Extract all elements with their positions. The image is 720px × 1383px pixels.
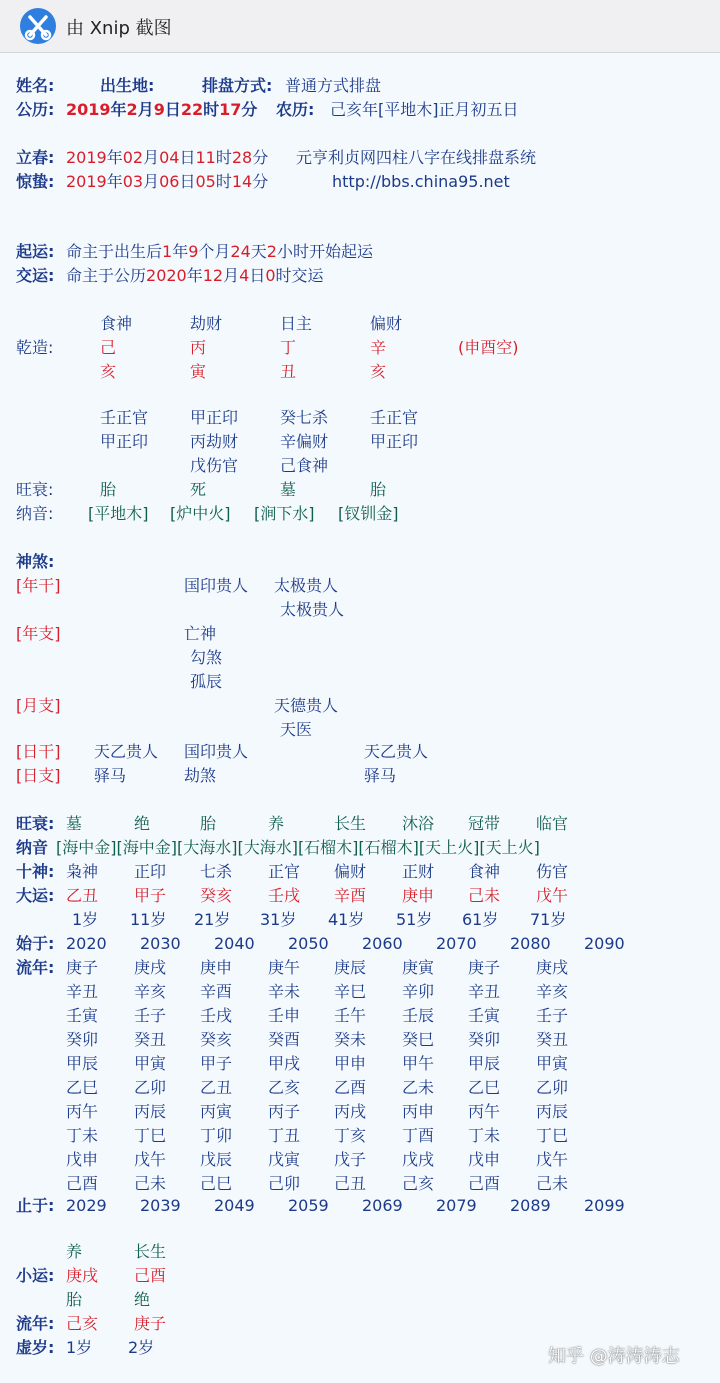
site-url: http://bbs.china95.net bbox=[332, 172, 510, 191]
number-value: 24 bbox=[230, 242, 251, 261]
hidden-stem: 甲正印 bbox=[100, 432, 149, 451]
pillar-nayin: [炉中火] bbox=[170, 504, 231, 523]
dayun-start-year: 2050 bbox=[288, 934, 329, 953]
liunian-pillar: 庚戌 bbox=[134, 958, 167, 977]
window-title: 由 Xnip 截图 bbox=[66, 18, 172, 39]
shensha-item: 太极贵人 bbox=[274, 576, 339, 595]
number-value: 2019 bbox=[66, 172, 107, 191]
dayun-nayin: [海中金][海中金][大海水][大海水][石榴木][石榴木][天上火][天上火] bbox=[56, 838, 540, 857]
dayun-wangshuai: 临官 bbox=[536, 814, 569, 833]
number-value: 06 bbox=[159, 172, 180, 191]
liunian-pillar: 戊申 bbox=[468, 1150, 501, 1169]
liunian-pillar: 癸巳 bbox=[402, 1030, 435, 1049]
dayun-shishen-label: 十神: bbox=[16, 862, 55, 881]
liunian-pillar: 戊午 bbox=[536, 1150, 569, 1169]
dayun-wangshuai: 沐浴 bbox=[402, 814, 435, 833]
liunian-pillar: 丙辰 bbox=[536, 1102, 569, 1121]
shensha-row-label: [年干] bbox=[16, 576, 61, 595]
unit-text: 天 bbox=[250, 242, 267, 261]
shensha-item: 天乙贵人 bbox=[94, 742, 159, 761]
unit-text: 时 bbox=[215, 148, 232, 167]
dayun-pillar: 壬戌 bbox=[268, 886, 301, 905]
dayun-wangshuai: 长生 bbox=[334, 814, 367, 833]
number-value: 04 bbox=[159, 148, 180, 167]
earthly-branch: 亥 bbox=[100, 362, 117, 381]
pillar-wangshuai: 胎 bbox=[100, 480, 117, 499]
unit-text: 年 bbox=[172, 242, 189, 261]
jiaoyun-text bbox=[66, 266, 324, 286]
jiaoyun-label: 交运: bbox=[16, 266, 55, 285]
liunian-pillar: 丁未 bbox=[66, 1126, 99, 1145]
lunar-label: 农历: bbox=[276, 100, 315, 119]
liunian-pillar: 甲申 bbox=[334, 1054, 367, 1073]
liunian-pillar: 丙辰 bbox=[134, 1102, 167, 1121]
kong-wang: (申酉空) bbox=[458, 338, 519, 357]
birthplace-label: 出生地: bbox=[100, 76, 155, 95]
dayun-start-year: 2090 bbox=[584, 934, 625, 953]
shensha-row-label: [年支] bbox=[16, 624, 61, 643]
solar-date bbox=[66, 100, 257, 120]
hidden-stem: 己食神 bbox=[280, 456, 329, 475]
heavenly-stem: 丙 bbox=[190, 338, 207, 357]
liunian-pillar: 乙亥 bbox=[268, 1078, 301, 1097]
watermark: 知乎 @涛涛涛志 bbox=[548, 1346, 680, 1367]
liunian-pillar: 乙巳 bbox=[66, 1078, 99, 1097]
unit-text: 日 bbox=[164, 100, 181, 119]
liunian-pillar: 戊寅 bbox=[268, 1150, 301, 1169]
xiaoyun-wangshuai-bottom: 绝 bbox=[134, 1290, 151, 1309]
dayun-age: 71岁 bbox=[530, 910, 567, 929]
dayun-end-year: 2069 bbox=[362, 1196, 403, 1215]
dayun-end-year: 2079 bbox=[436, 1196, 477, 1215]
hidden-stem: 癸七杀 bbox=[280, 408, 329, 427]
shensha-row-label: [日干] bbox=[16, 742, 61, 761]
liunian-pillar: 甲子 bbox=[200, 1054, 233, 1073]
number-value: 2 bbox=[126, 100, 138, 119]
unit-text: 小时开始起运 bbox=[276, 242, 373, 261]
shensha-item: 太极贵人 bbox=[280, 600, 345, 619]
liunian-pillar: 己未 bbox=[134, 1174, 167, 1193]
number-value: 22 bbox=[180, 100, 204, 119]
liunian-pillar: 甲辰 bbox=[468, 1054, 501, 1073]
shensha-item: 劫煞 bbox=[184, 766, 217, 785]
hidden-stem: 甲正印 bbox=[190, 408, 239, 427]
dayun-age: 11岁 bbox=[130, 910, 167, 929]
number-value: 14 bbox=[231, 172, 253, 191]
unit-text: 年 bbox=[106, 148, 123, 167]
xiaoyun-wangshuai-bottom: 胎 bbox=[66, 1290, 83, 1309]
number-value: 02 bbox=[122, 148, 144, 167]
dayun-age: 51岁 bbox=[396, 910, 433, 929]
unit-text: 年 bbox=[186, 266, 203, 285]
lunar-value: 己亥年[平地木]正月初五日 bbox=[330, 100, 519, 119]
unit-text: 命主于公历 bbox=[66, 266, 147, 285]
hidden-stem: 壬正官 bbox=[370, 408, 419, 427]
unit-text: 日 bbox=[179, 172, 196, 191]
liunian-pillar: 丁酉 bbox=[402, 1126, 435, 1145]
dayun-shishen: 偏财 bbox=[334, 862, 367, 881]
liunian-pillar: 癸丑 bbox=[134, 1030, 167, 1049]
xiaoyun-label: 小运: bbox=[16, 1266, 55, 1285]
dayun-wangshuai: 墓 bbox=[66, 814, 83, 833]
dayun-pillar: 乙丑 bbox=[66, 886, 99, 905]
liunian-pillar: 丁丑 bbox=[268, 1126, 301, 1145]
dayun-pillar: 辛酉 bbox=[334, 886, 367, 905]
unit-text: 日 bbox=[249, 266, 266, 285]
number-value: 1 bbox=[162, 242, 173, 261]
liunian-pillar: 壬申 bbox=[268, 1006, 301, 1025]
dayun-start-year: 2070 bbox=[436, 934, 477, 953]
dayun-shishen: 伤官 bbox=[536, 862, 569, 881]
unit-text: 个月 bbox=[198, 242, 231, 261]
liunian-pillar: 己丑 bbox=[334, 1174, 367, 1193]
solar-term-label: 惊蛰: bbox=[16, 172, 55, 191]
liunian-pillar: 癸亥 bbox=[200, 1030, 233, 1049]
hidden-stem: 甲正印 bbox=[370, 432, 419, 451]
dayun-shishen: 七杀 bbox=[200, 862, 233, 881]
liunian-pillar: 庚午 bbox=[268, 958, 301, 977]
liunian-pillar: 庚辰 bbox=[334, 958, 367, 977]
liunian-pillar: 壬寅 bbox=[66, 1006, 99, 1025]
unit-text: 分 bbox=[241, 100, 258, 119]
dayun-start-year: 2040 bbox=[214, 934, 255, 953]
dayun-end-year: 2059 bbox=[288, 1196, 329, 1215]
liunian-pillar: 戊子 bbox=[334, 1150, 367, 1169]
dayun-shishen: 正印 bbox=[134, 862, 167, 881]
heavenly-stem: 辛 bbox=[370, 338, 387, 357]
unit-text: 分 bbox=[252, 148, 269, 167]
liunian-pillar: 丙午 bbox=[468, 1102, 501, 1121]
xusui-age: 2岁 bbox=[128, 1338, 155, 1357]
liunian-pillar: 辛酉 bbox=[200, 982, 233, 1001]
dayun-age: 61岁 bbox=[462, 910, 499, 929]
shensha-item: 天医 bbox=[280, 720, 313, 739]
liunian-pillar: 丙午 bbox=[66, 1102, 99, 1121]
unit-text: 时 bbox=[203, 100, 220, 119]
liunian-pillar: 壬子 bbox=[134, 1006, 167, 1025]
liunian-pillar: 壬午 bbox=[334, 1006, 367, 1025]
pillar-nayin: [平地木] bbox=[88, 504, 149, 523]
earthly-branch: 亥 bbox=[370, 362, 387, 381]
liunian-pillar: 甲辰 bbox=[66, 1054, 99, 1073]
unit-text: 年 bbox=[110, 100, 127, 119]
dayun-start-year: 2060 bbox=[362, 934, 403, 953]
liunian-pillar: 甲寅 bbox=[536, 1054, 569, 1073]
dayun-pillar: 癸亥 bbox=[200, 886, 233, 905]
liunian-pillar: 癸卯 bbox=[66, 1030, 99, 1049]
dayun-shishen: 枭神 bbox=[66, 862, 99, 881]
xiaoyun-liunian: 庚子 bbox=[134, 1314, 167, 1333]
liunian-pillar: 戊申 bbox=[66, 1150, 99, 1169]
number-value: 9 bbox=[153, 100, 165, 119]
liunian-pillar: 壬辰 bbox=[402, 1006, 435, 1025]
liunian-pillar: 庚寅 bbox=[402, 958, 435, 977]
liunian-pillar: 辛丑 bbox=[66, 982, 99, 1001]
liunian-pillar: 己亥 bbox=[402, 1174, 435, 1193]
liunian-pillar: 壬戌 bbox=[200, 1006, 233, 1025]
dayun-start-year: 2020 bbox=[66, 934, 107, 953]
liunian-pillar: 丙戌 bbox=[334, 1102, 367, 1121]
liunian-pillar: 己酉 bbox=[468, 1174, 501, 1193]
qiyun-text bbox=[66, 242, 373, 262]
liunian-pillar: 甲午 bbox=[402, 1054, 435, 1073]
method-label: 排盘方式: bbox=[202, 76, 273, 95]
liunian-pillar: 戊戌 bbox=[402, 1150, 435, 1169]
liunian-pillar: 己未 bbox=[536, 1174, 569, 1193]
start-label: 始于: bbox=[16, 934, 55, 953]
liunian-pillar: 丙寅 bbox=[200, 1102, 233, 1121]
pillar-god: 食神 bbox=[100, 314, 133, 333]
liunian-pillar: 壬寅 bbox=[468, 1006, 501, 1025]
end-label: 止于: bbox=[16, 1196, 55, 1215]
unit-text: 日 bbox=[179, 148, 196, 167]
shensha-row-label: [日支] bbox=[16, 766, 61, 785]
dayun-age: 41岁 bbox=[328, 910, 365, 929]
liunian-pillar: 乙酉 bbox=[334, 1078, 367, 1097]
liunian-pillar: 丁卯 bbox=[200, 1126, 233, 1145]
xiaoyun-pillar: 庚戌 bbox=[66, 1266, 99, 1285]
unit-text: 月 bbox=[143, 148, 160, 167]
xiaoyun-liunian: 己亥 bbox=[66, 1314, 99, 1333]
number-value: 9 bbox=[188, 242, 199, 261]
dayun-nayin-label: 纳音 bbox=[16, 838, 49, 857]
number-value: 2019 bbox=[66, 100, 111, 119]
dayun-wangshuai: 胎 bbox=[200, 814, 217, 833]
liunian-pillar: 戊辰 bbox=[200, 1150, 233, 1169]
shensha-item: 天德贵人 bbox=[274, 696, 339, 715]
number-value: 17 bbox=[219, 100, 242, 119]
dayun-end-year: 2089 bbox=[510, 1196, 551, 1215]
liunian-pillar: 癸丑 bbox=[536, 1030, 569, 1049]
liunian-pillar: 壬子 bbox=[536, 1006, 569, 1025]
earthly-branch: 寅 bbox=[190, 362, 207, 381]
qianzao-label: 乾造: bbox=[16, 338, 54, 357]
dayun-age: 31岁 bbox=[260, 910, 297, 929]
shensha-item: 天乙贵人 bbox=[364, 742, 429, 761]
wangshuai-label: 旺衰: bbox=[16, 480, 54, 499]
name-label: 姓名: bbox=[16, 76, 55, 95]
liunian-pillar: 丙子 bbox=[268, 1102, 301, 1121]
liunian-pillar: 丁巳 bbox=[536, 1126, 569, 1145]
heavenly-stem: 丁 bbox=[280, 338, 297, 357]
dayun-shishen: 正财 bbox=[402, 862, 435, 881]
liunian-pillar: 己卯 bbox=[268, 1174, 301, 1193]
hidden-stem: 丙劫财 bbox=[190, 432, 239, 451]
xusui-age: 1岁 bbox=[66, 1338, 93, 1357]
solar-label: 公历: bbox=[16, 100, 55, 119]
shensha-item: 亡神 bbox=[184, 624, 217, 643]
liunian-label: 流年: bbox=[16, 958, 55, 977]
heavenly-stem: 己 bbox=[100, 338, 117, 357]
liunian-pillar: 庚戌 bbox=[536, 958, 569, 977]
dayun-start-year: 2080 bbox=[510, 934, 551, 953]
liunian-pillar: 戊午 bbox=[134, 1150, 167, 1169]
system-name: 元亨利贞网四柱八字在线排盘系统 bbox=[296, 148, 537, 167]
liunian-pillar: 乙卯 bbox=[134, 1078, 167, 1097]
liunian-pillar: 己巳 bbox=[200, 1174, 233, 1193]
liunian-pillar: 乙卯 bbox=[536, 1078, 569, 1097]
liunian-pillar: 乙丑 bbox=[200, 1078, 233, 1097]
unit-text: 年 bbox=[106, 172, 123, 191]
hidden-stem: 辛偏财 bbox=[280, 432, 329, 451]
shensha-item: 孤辰 bbox=[190, 672, 223, 691]
liunian-pillar: 癸酉 bbox=[268, 1030, 301, 1049]
liunian-pillar: 丙申 bbox=[402, 1102, 435, 1121]
hidden-stem: 壬正官 bbox=[100, 408, 149, 427]
dayun-end-year: 2029 bbox=[66, 1196, 107, 1215]
number-value: 0 bbox=[265, 266, 276, 285]
earthly-branch: 丑 bbox=[280, 362, 297, 381]
pillar-wangshuai: 墓 bbox=[280, 480, 297, 499]
pillar-nayin: [钗钏金] bbox=[338, 504, 399, 523]
dayun-start-year: 2030 bbox=[140, 934, 181, 953]
shensha-item: 勾煞 bbox=[190, 648, 223, 667]
solar-term-time bbox=[66, 172, 268, 192]
liunian-pillar: 丁巳 bbox=[134, 1126, 167, 1145]
dayun-end-year: 2039 bbox=[140, 1196, 181, 1215]
liunian-pillar: 癸未 bbox=[334, 1030, 367, 1049]
dayun-pillar: 甲子 bbox=[134, 886, 167, 905]
liunian-pillar: 乙未 bbox=[402, 1078, 435, 1097]
liunian-pillar: 庚子 bbox=[66, 958, 99, 977]
liunian-pillar: 丁未 bbox=[468, 1126, 501, 1145]
number-value: 2019 bbox=[66, 148, 107, 167]
nayin-label: 纳音: bbox=[16, 504, 54, 523]
unit-text: 命主于出生后 bbox=[66, 242, 163, 261]
liunian-pillar: 辛亥 bbox=[536, 982, 569, 1001]
dayun-pillar: 庚申 bbox=[402, 886, 435, 905]
xiaoyun-liunian-label: 流年: bbox=[16, 1314, 55, 1333]
liunian-pillar: 丁亥 bbox=[334, 1126, 367, 1145]
xiaoyun-pillar: 己酉 bbox=[134, 1266, 167, 1285]
unit-text: 月 bbox=[137, 100, 154, 119]
pillar-god: 偏财 bbox=[370, 314, 403, 333]
solar-term-time bbox=[66, 148, 268, 168]
method-value: 普通方式排盘 bbox=[285, 76, 382, 95]
unit-text: 时交运 bbox=[275, 266, 324, 285]
liunian-pillar: 辛亥 bbox=[134, 982, 167, 1001]
liunian-pillar: 甲寅 bbox=[134, 1054, 167, 1073]
shensha-row-label: [月支] bbox=[16, 696, 61, 715]
dayun-wangshuai: 冠带 bbox=[468, 814, 501, 833]
dayun-pillar: 戊午 bbox=[536, 886, 569, 905]
number-value: 4 bbox=[239, 266, 250, 285]
number-value: 05 bbox=[195, 172, 216, 191]
unit-text: 月 bbox=[223, 266, 240, 285]
xiaoyun-wangshuai: 长生 bbox=[134, 1242, 167, 1261]
solar-term-label: 立春: bbox=[16, 148, 55, 167]
number-value: 03 bbox=[122, 172, 144, 191]
dayun-shishen: 正官 bbox=[268, 862, 301, 881]
pillar-wangshuai: 死 bbox=[190, 480, 207, 499]
liunian-pillar: 甲戌 bbox=[268, 1054, 301, 1073]
liunian-pillar: 辛巳 bbox=[334, 982, 367, 1001]
liunian-pillar: 辛卯 bbox=[402, 982, 435, 1001]
xnip-app-icon bbox=[20, 8, 56, 44]
liunian-pillar: 癸卯 bbox=[468, 1030, 501, 1049]
dayun-wangshuai-label: 旺衰: bbox=[16, 814, 55, 833]
unit-text: 时 bbox=[215, 172, 232, 191]
shensha-item: 驿马 bbox=[364, 766, 397, 785]
number-value: 12 bbox=[202, 266, 224, 285]
number-value: 2 bbox=[266, 242, 277, 261]
liunian-pillar: 庚申 bbox=[200, 958, 233, 977]
pillar-wangshuai: 胎 bbox=[370, 480, 387, 499]
shensha-item: 国印贵人 bbox=[184, 742, 249, 761]
dayun-wangshuai: 绝 bbox=[134, 814, 151, 833]
xusui-label: 虚岁: bbox=[16, 1338, 55, 1357]
dayun-end-year: 2049 bbox=[214, 1196, 255, 1215]
liunian-pillar: 辛丑 bbox=[468, 982, 501, 1001]
dayun-age: 1岁 bbox=[72, 910, 99, 929]
pillar-god: 日主 bbox=[280, 314, 313, 333]
number-value: 28 bbox=[231, 148, 253, 167]
shensha-title: 神煞: bbox=[16, 552, 55, 571]
dayun-shishen: 食神 bbox=[468, 862, 501, 881]
unit-text: 分 bbox=[252, 172, 269, 191]
liunian-pillar: 庚子 bbox=[468, 958, 501, 977]
liunian-pillar: 辛未 bbox=[268, 982, 301, 1001]
number-value: 11 bbox=[195, 148, 216, 167]
shensha-item: 驿马 bbox=[94, 766, 127, 785]
pillar-nayin: [涧下水] bbox=[254, 504, 315, 523]
liunian-pillar: 己酉 bbox=[66, 1174, 99, 1193]
window-titlebar bbox=[0, 0, 720, 53]
liunian-pillar: 乙巳 bbox=[468, 1078, 501, 1097]
dayun-wangshuai: 养 bbox=[268, 814, 285, 833]
xiaoyun-wangshuai: 养 bbox=[66, 1242, 83, 1261]
number-value: 2020 bbox=[146, 266, 187, 285]
dayun-label: 大运: bbox=[16, 886, 55, 905]
dayun-age: 21岁 bbox=[194, 910, 231, 929]
dayun-end-year: 2099 bbox=[584, 1196, 625, 1215]
pillar-god: 劫财 bbox=[190, 314, 223, 333]
qiyun-label: 起运: bbox=[16, 242, 55, 261]
hidden-stem: 戊伤官 bbox=[190, 456, 239, 475]
dayun-pillar: 己未 bbox=[468, 886, 501, 905]
unit-text: 月 bbox=[143, 172, 160, 191]
shensha-item: 国印贵人 bbox=[184, 576, 249, 595]
